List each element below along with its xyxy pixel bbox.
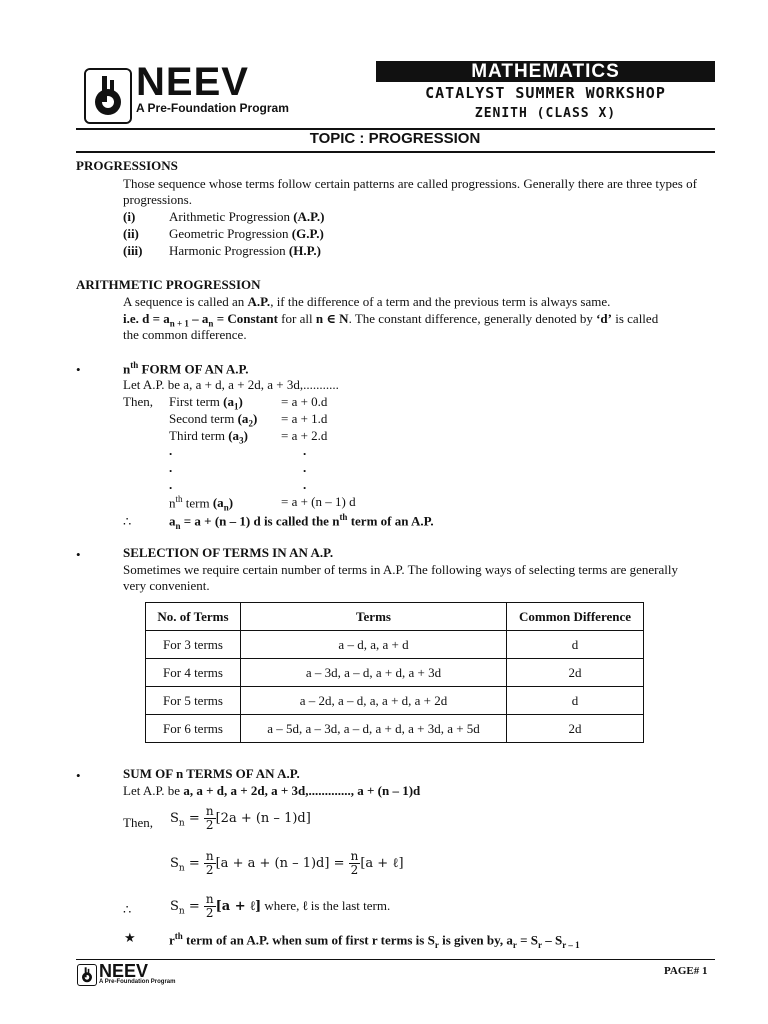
table-cell: For 6 terms	[146, 715, 241, 743]
ap-definition-line3: the common difference.	[123, 327, 247, 342]
bullet-icon: •	[76, 768, 81, 783]
header-divider-bottom	[76, 151, 715, 153]
subject-banner: MATHEMATICS	[376, 61, 715, 82]
star-icon: ★	[124, 930, 136, 945]
ellipsis-dot: .	[169, 477, 173, 492]
nth-row: First term $(a_1)$	[169, 394, 243, 412]
footer-tagline: A Pre-Foundation Program	[99, 979, 176, 985]
table-cell: For 4 terms	[146, 659, 241, 687]
nth-row-value: = a + 2.d	[281, 428, 328, 443]
type-item: (iii) Harmonic Progression (H.P.)	[123, 243, 321, 258]
footer-divider	[76, 959, 715, 960]
rth-term-note: $r^{th}$ term of an A.P. when sum of first r terms is $S_r$ is given by, $a_r = S_r - S_{r - 1}$	[169, 931, 580, 950]
table-cell: d	[507, 687, 644, 715]
column-header: Common Difference	[507, 603, 644, 631]
ellipsis-dot: .	[303, 460, 307, 475]
nth-row-value: = a + 1.d	[281, 411, 328, 426]
ap-definition-line2: i.e. $d = a_{n + 1} - a_n$ = Constant for all n ∈ N. The constant difference, generally denoted by ‘d’ is called	[123, 311, 659, 329]
neev-logo-icon	[84, 68, 132, 124]
ellipsis-dot: .	[303, 443, 307, 458]
progressions-intro: Those sequence whose terms follow certain patterns are called progressions. Generally there are three types of progressions.	[123, 176, 697, 207]
workshop-title: CATALYST SUMMER WORKSHOP	[425, 84, 666, 102]
nth-row-value: = a + 0.d	[281, 394, 328, 409]
nth-form-heading: $n^{th}$ FORM OF AN A.P.	[123, 360, 249, 377]
therefore-icon: ∴	[123, 514, 132, 529]
ap-definition-line1: A sequence is called an A.P., if the difference of a term and the previous term is always same.	[123, 294, 611, 309]
column-header: No. of Terms	[146, 603, 241, 631]
nth-last-row: $n^{th}$ term $(a_n)$	[169, 494, 234, 513]
table-cell: For 3 terms	[146, 631, 241, 659]
topic-title: TOPIC : PROGRESSION	[309, 130, 481, 147]
table-cell: 2d	[507, 659, 644, 687]
progressions-heading: PROGRESSIONS	[76, 158, 178, 173]
selection-text-line1: Sometimes we require certain number of terms in A.P. The following ways of selecting terms are generally	[123, 562, 678, 577]
type-item: (ii) Geometric Progression (G.P.)	[123, 226, 324, 241]
nth-then: Then,	[123, 394, 153, 409]
ellipsis-dot: .	[169, 443, 173, 458]
table-cell: a – 3d, a – d, a + d, a + 3d	[241, 659, 507, 687]
sum-let-line: Let A.P. be a, a + d, a + 2d, a + 3d,............., a + (n – 1)d	[123, 783, 421, 798]
table-row	[146, 631, 644, 659]
logo-tagline: A Pre-Foundation Program	[136, 101, 289, 115]
footer-wordmark: NEEV	[99, 961, 149, 981]
selection-text-line2: very convenient.	[123, 578, 210, 593]
table-row	[146, 715, 644, 743]
ellipsis-dot: .	[169, 460, 173, 475]
table-cell: a – 2d, a – d, a, a + d, a + 2d	[241, 687, 507, 715]
terms-table	[145, 602, 644, 743]
ap-heading: ARITHMETIC PROGRESSION	[76, 277, 261, 292]
type-item: (i) Arithmetic Progression (A.P.)	[123, 209, 325, 224]
table-cell: For 5 terms	[146, 687, 241, 715]
table-row	[146, 659, 644, 687]
sum-heading: SUM OF n TERMS OF AN A.P.	[123, 766, 300, 781]
table-cell: a – 5d, a – 3d, a – d, a + d, a + 3d, a + 5d	[241, 715, 507, 743]
neev-logo-icon	[77, 964, 97, 986]
nth-conclusion: $a_n = a + (n - 1)$ d is called the $n^{th}$ term of an A.P.	[169, 512, 434, 531]
nth-let-line: Let A.P. be a, a + d, a + 2d, a + 3d,...........	[123, 377, 339, 392]
therefore-icon: ∴	[123, 902, 132, 917]
sum-formula-1: $S_n$ = $\frac{n}{2}$ [2a + (n – 1)d]	[170, 804, 311, 832]
table-cell: a – d, a, a + d	[241, 631, 507, 659]
nth-row: Second term $(a_2)$	[169, 411, 258, 429]
class-title: ZENITH (CLASS X)	[474, 106, 617, 121]
column-header: Terms	[241, 603, 507, 631]
page-number: PAGE# 1	[664, 965, 708, 977]
nth-last-value: = a + (n – 1) d	[281, 494, 356, 509]
selection-heading: SELECTION OF TERMS IN AN A.P.	[123, 545, 334, 560]
nth-row: Third term $(a_3)$	[169, 428, 248, 446]
table-header-row	[146, 603, 644, 631]
table-row	[146, 687, 644, 715]
table-cell: 2d	[507, 715, 644, 743]
sum-then: Then,	[123, 815, 153, 830]
logo-wordmark: NEEV	[136, 60, 249, 104]
bullet-icon: •	[76, 547, 81, 562]
bullet-icon: •	[76, 362, 81, 377]
table-cell: d	[507, 631, 644, 659]
sum-formula-3: $S_n$ = $\frac{n}{2}$ [a + ℓ] where, ℓ is the last term.	[170, 892, 391, 920]
sum-formula-2: $S_n$ = $\frac{n}{2}$ [a + a + (n – 1)d] = $\frac{n}{2}$ [a + ℓ]	[170, 849, 404, 877]
ellipsis-dot: .	[303, 477, 307, 492]
